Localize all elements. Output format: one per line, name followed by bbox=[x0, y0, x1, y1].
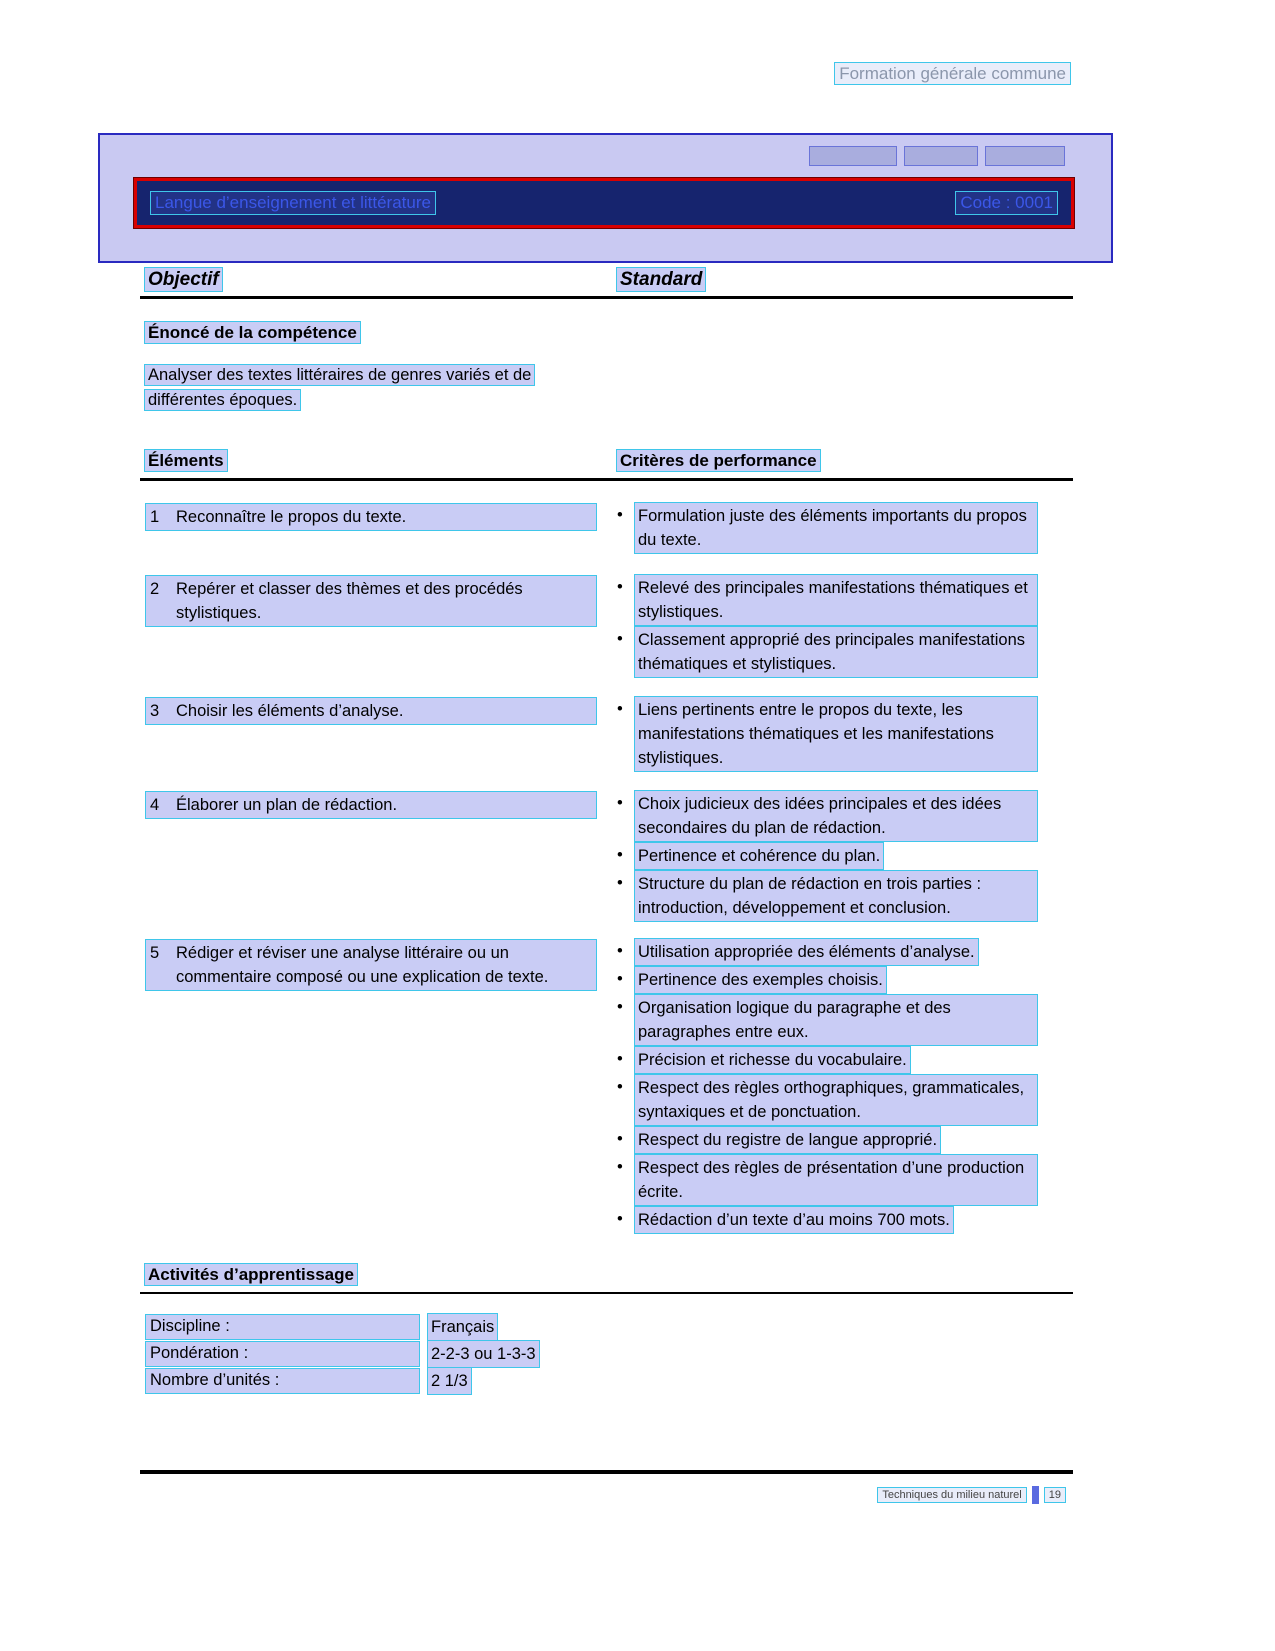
top-banner-label: Formation générale commune bbox=[835, 63, 1070, 84]
bullet-icon: • bbox=[617, 1050, 623, 1068]
element-text: Rédiger et réviser une analyse littéraire ou un commentaire composé ou une explication de texte. bbox=[176, 944, 549, 986]
bullet-icon: • bbox=[617, 846, 623, 864]
field-label: Nombre d’unités : bbox=[145, 1368, 420, 1394]
criteria-text: Relevé des principales manifestations thématiques et stylistiques. bbox=[635, 575, 1037, 625]
criteria-text: Formulation juste des éléments importants du propos du texte. bbox=[635, 503, 1037, 553]
criteria-item bbox=[617, 1155, 1037, 1205]
bullet-icon: • bbox=[617, 700, 623, 718]
bullet-icon: • bbox=[617, 1158, 623, 1176]
bullet-icon: • bbox=[617, 1078, 623, 1096]
footer-program: Techniques du milieu naturel bbox=[878, 1488, 1025, 1502]
criteria-item bbox=[617, 503, 1037, 553]
criteria-text: Organisation logique du paragraphe et des paragraphes entre eux. bbox=[635, 995, 1037, 1045]
footer-page-number: 19 bbox=[1045, 1488, 1065, 1502]
course-title-bar bbox=[134, 178, 1074, 228]
criteria-item bbox=[617, 995, 1037, 1045]
activities-heading: Activités d’apprentissage bbox=[145, 1264, 357, 1285]
criteria-list bbox=[617, 939, 1073, 1235]
criteria-text: Utilisation appropriée des éléments d’analyse. bbox=[635, 939, 978, 965]
field-value: 2-2-3 ou 1-3-3 bbox=[428, 1341, 539, 1367]
footer-rule bbox=[140, 1470, 1073, 1474]
element-cell bbox=[145, 575, 597, 627]
element-number: 3 bbox=[150, 702, 160, 720]
element-text: Repérer et classer des thèmes et des procédés stylistiques. bbox=[176, 580, 523, 622]
element-number: 4 bbox=[150, 796, 160, 814]
divider-rule bbox=[140, 478, 1073, 481]
element-cell bbox=[145, 503, 597, 531]
element-cell bbox=[145, 697, 597, 725]
divider-rule bbox=[140, 296, 1073, 299]
criteria-text: Respect des règles orthographiques, grammaticales, syntaxiques et de ponctuation. bbox=[635, 1075, 1037, 1125]
activities-fields bbox=[145, 1314, 1073, 1394]
elements-table bbox=[145, 503, 1073, 1235]
field-row bbox=[145, 1341, 1073, 1367]
competence-text-block bbox=[145, 363, 590, 413]
bullet-icon: • bbox=[617, 794, 623, 812]
element-cell bbox=[145, 939, 597, 991]
criteria-item bbox=[617, 791, 1037, 841]
element-number: 5 bbox=[150, 944, 160, 962]
bullet-icon: • bbox=[617, 1210, 623, 1228]
element-cell bbox=[145, 791, 597, 819]
competence-heading: Énoncé de la compétence bbox=[145, 322, 360, 343]
objectif-standard-row bbox=[145, 268, 1073, 292]
course-code: Code : 0001 bbox=[956, 192, 1057, 214]
field-row bbox=[145, 1314, 1073, 1340]
table-row bbox=[145, 939, 1073, 1235]
header-cell-2 bbox=[904, 146, 978, 166]
element-text: Élaborer un plan de rédaction. bbox=[176, 796, 398, 814]
field-value: Français bbox=[428, 1314, 497, 1340]
element-number: 2 bbox=[150, 580, 160, 598]
criteria-text: Choix judicieux des idées principales et des idées secondaires du plan de rédaction. bbox=[635, 791, 1037, 841]
course-title: Langue d’enseignement et littérature bbox=[151, 192, 435, 214]
bullet-icon: • bbox=[617, 970, 623, 988]
table-header-row bbox=[145, 449, 1073, 473]
field-label: Pondération : bbox=[145, 1341, 420, 1367]
bullet-icon: • bbox=[617, 630, 623, 648]
bullet-icon: • bbox=[617, 998, 623, 1016]
field-row bbox=[145, 1368, 1073, 1394]
table-row bbox=[145, 791, 1073, 923]
bullet-icon: • bbox=[617, 874, 623, 892]
criteria-text: Précision et richesse du vocabulaire. bbox=[635, 1047, 910, 1073]
criteria-item bbox=[617, 627, 1037, 677]
criteria-item bbox=[617, 1207, 1037, 1233]
element-text: Choisir les éléments d’analyse. bbox=[176, 702, 404, 720]
element-number: 1 bbox=[150, 508, 160, 526]
criteria-text: Rédaction d’un texte d’au moins 700 mots. bbox=[635, 1207, 953, 1233]
criteria-item bbox=[617, 1075, 1037, 1125]
criteria-item bbox=[617, 939, 1037, 965]
header-cell-1 bbox=[809, 146, 897, 166]
course-header-box bbox=[98, 133, 1113, 263]
criteria-text: Liens pertinents entre le propos du texte, les manifestations thématiques et les manifestations stylistiques. bbox=[635, 697, 1037, 771]
criteria-list bbox=[617, 697, 1073, 773]
criteria-item bbox=[617, 1047, 1037, 1073]
criteria-text: Respect des règles de présentation d’une production écrite. bbox=[635, 1155, 1037, 1205]
element-text: Reconnaître le propos du texte. bbox=[176, 508, 407, 526]
table-row bbox=[145, 697, 1073, 773]
elements-header: Éléments bbox=[145, 450, 227, 471]
standard-heading: Standard bbox=[617, 268, 705, 291]
criteria-text: Pertinence et cohérence du plan. bbox=[635, 843, 883, 869]
criteria-list bbox=[617, 575, 1073, 679]
table-row bbox=[145, 575, 1073, 679]
criteria-item bbox=[617, 871, 1037, 921]
criteria-item bbox=[617, 967, 1037, 993]
bullet-icon: • bbox=[617, 1130, 623, 1148]
competence-section bbox=[145, 321, 1073, 345]
page-footer bbox=[878, 1486, 1065, 1504]
bullet-icon: • bbox=[617, 578, 623, 596]
criteria-text: Respect du registre de langue approprié. bbox=[635, 1127, 940, 1153]
criteria-item bbox=[617, 1127, 1037, 1153]
criteria-text: Structure du plan de rédaction en trois parties : introduction, développement et conclusion. bbox=[635, 871, 1037, 921]
divider-rule bbox=[140, 1292, 1073, 1294]
bullet-icon: • bbox=[617, 942, 623, 960]
criteria-text: Pertinence des exemples choisis. bbox=[635, 967, 886, 993]
criteria-item bbox=[617, 697, 1037, 771]
header-cell-3 bbox=[985, 146, 1065, 166]
competence-text: Analyser des textes littéraires de genres variés et de différentes époques. bbox=[145, 365, 534, 410]
criteria-list bbox=[617, 791, 1073, 923]
footer-divider-bar bbox=[1032, 1486, 1039, 1504]
top-banner bbox=[835, 64, 1070, 84]
criteria-header: Critères de performance bbox=[617, 450, 820, 471]
criteria-text: Classement approprié des principales manifestations thématiques et stylistiques. bbox=[635, 627, 1037, 677]
main-content bbox=[145, 268, 1073, 1395]
field-value: 2 1/3 bbox=[428, 1368, 471, 1394]
activities-section bbox=[145, 1263, 1073, 1287]
bullet-icon: • bbox=[617, 506, 623, 524]
criteria-item bbox=[617, 575, 1037, 625]
header-mini-cells bbox=[809, 146, 1065, 166]
objectif-heading: Objectif bbox=[145, 268, 222, 291]
table-row bbox=[145, 503, 1073, 555]
criteria-list bbox=[617, 503, 1073, 555]
criteria-item bbox=[617, 843, 1037, 869]
field-label: Discipline : bbox=[145, 1314, 420, 1340]
